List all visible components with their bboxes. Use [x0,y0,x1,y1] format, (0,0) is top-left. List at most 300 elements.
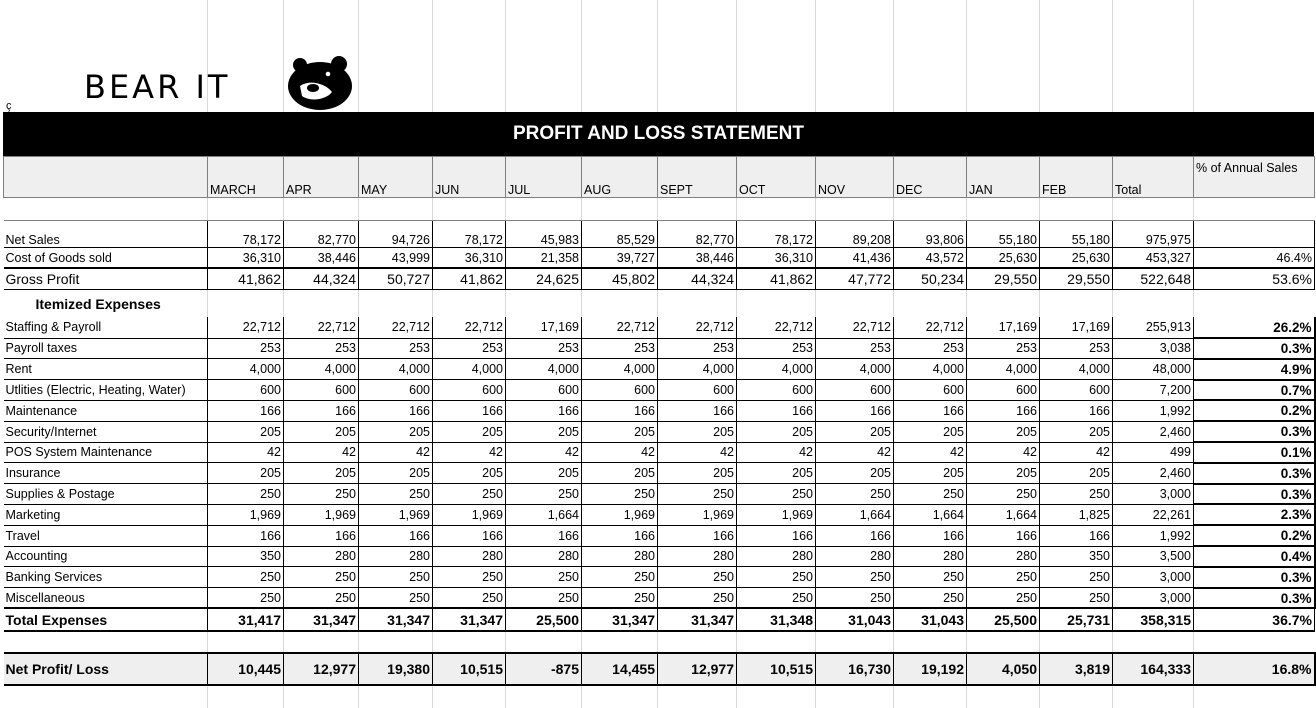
column-header-dec: DEC [894,157,967,198]
expense-row-value: 205 [737,463,816,484]
blank-cell [816,289,894,317]
expense-row-value: 250 [816,567,894,588]
blank-cell [284,289,359,317]
expense-row-value: 22,712 [359,317,433,338]
cogs-row-value: 25,630 [967,248,1040,269]
expense-row-label: Marketing [4,504,208,525]
brand-logo-text: BEAR IT [84,68,231,106]
expense-row-value: 600 [737,380,816,401]
expense-row-value: 205 [208,421,284,442]
expense-row-value: 22,712 [433,317,506,338]
expense-row-value: 253 [967,338,1040,359]
expense-row-value: 3,000 [1113,484,1194,505]
expense-row-value: 1,664 [506,504,582,525]
blank-cell [433,198,506,221]
gross-profit-row-value: 522,648 [1113,268,1194,289]
expense-row-value: 280 [506,546,582,567]
gross-profit-row-pct: 53.6% [1194,268,1315,289]
expense-row-value: 280 [433,546,506,567]
expense-row-label: Payroll taxes [4,338,208,359]
header-blank-cell [4,157,208,198]
expense-row-value: 205 [359,421,433,442]
expense-row-value: 42 [1040,442,1113,463]
column-header-row [4,157,1315,198]
cogs-row [4,248,1315,269]
expense-row-label: Maintenance [4,400,208,421]
expense-row-value: 42 [506,442,582,463]
expense-row-value: 7,200 [1113,380,1194,401]
expense-row-value: 253 [1040,338,1113,359]
expense-row-value: 205 [816,463,894,484]
expense-row-label: Accounting [4,546,208,567]
expense-row-value: 1,969 [433,504,506,525]
blank-cell [816,198,894,221]
total-expenses-row-value: 31,347 [582,608,658,631]
bear-logo-icon [286,52,356,112]
expense-row-value: 205 [967,463,1040,484]
blank-cell [1040,631,1113,653]
expense-row-value: 250 [433,588,506,609]
expense-row-value: 166 [359,400,433,421]
net-sales-row [4,221,1315,248]
expense-row-value: 280 [816,546,894,567]
expense-row-value: 280 [894,546,967,567]
gross-profit-row-value: 44,324 [284,268,359,289]
blank-cell [506,631,582,653]
expense-row-value: 1,969 [582,504,658,525]
expense-row-value: 205 [1040,463,1113,484]
blank-cell [359,198,433,221]
net-profit-row-value: 164,333 [1113,653,1194,685]
expense-row-value: 1,992 [1113,525,1194,546]
expense-row-value: 600 [208,380,284,401]
expense-row-value: 166 [1040,400,1113,421]
expense-row-value: 22,712 [582,317,658,338]
total-expenses-row-value: 31,417 [208,608,284,631]
total-expenses-row-value: 31,043 [816,608,894,631]
expense-row [4,359,1315,380]
expense-row-value: 205 [894,421,967,442]
blank-cell [506,289,582,317]
expense-row-value: 166 [967,400,1040,421]
net-profit-row-value: 14,455 [582,653,658,685]
net-sales-row-value: 975,975 [1113,221,1194,248]
blank-cell [433,289,506,317]
net-profit-row-value: 19,380 [359,653,433,685]
expense-row-value: 4,000 [506,359,582,380]
expense-row-pct: 0.3% [1194,421,1315,442]
expense-row-value: 3,000 [1113,588,1194,609]
column-header-total: Total [1113,157,1194,198]
expense-row-value: 205 [967,421,1040,442]
cogs-row-pct: 46.4% [1194,248,1315,269]
expense-row-value: 166 [894,525,967,546]
expense-row-value: 4,000 [433,359,506,380]
net-sales-row-label: Net Sales [4,221,208,248]
cogs-row-value: 38,446 [284,248,359,269]
blank-cell [1113,198,1194,221]
total-expenses-row-pct: 36.7% [1194,608,1315,631]
expense-row-value: 4,000 [1040,359,1113,380]
expense-row-value: 253 [208,338,284,359]
expense-row-value: 280 [967,546,1040,567]
total-expenses-row-value: 31,043 [894,608,967,631]
total-expenses-row-value: 31,348 [737,608,816,631]
expense-row-value: 1,664 [816,504,894,525]
expense-row-value: 253 [737,338,816,359]
expense-row-value: 3,000 [1113,567,1194,588]
expense-row-value: 600 [582,380,658,401]
expense-row-value: 250 [816,484,894,505]
expense-row-value: 205 [1040,421,1113,442]
column-header-jan: JAN [967,157,1040,198]
gross-profit-row-value: 45,802 [582,268,658,289]
expense-row-value: 166 [1040,525,1113,546]
expense-row-value: 250 [967,484,1040,505]
expense-row-value: 166 [208,400,284,421]
total-expenses-row [4,608,1315,631]
expense-row-pct: 0.3% [1194,484,1315,505]
expense-row-value: 22,712 [208,317,284,338]
cogs-row-value: 21,358 [506,248,582,269]
profit-loss-table [3,156,1316,686]
statement-title: PROFIT AND LOSS STATEMENT [3,112,1314,156]
expense-row-value: 1,969 [359,504,433,525]
column-header-may: MAY [359,157,433,198]
expense-row-value: 250 [737,588,816,609]
net-profit-row-pct: 16.8% [1194,653,1315,685]
blank-row [4,198,1315,221]
expense-row-value: 280 [582,546,658,567]
expense-row-value: 205 [582,463,658,484]
expense-row [4,588,1315,609]
net-sales-row-value: 85,529 [582,221,658,248]
expense-row [4,504,1315,525]
expense-row-value: 3,500 [1113,546,1194,567]
expense-row-label: Rent [4,359,208,380]
expense-row-value: 250 [359,567,433,588]
expense-row [4,525,1315,546]
blank-cell [1113,631,1194,653]
gross-profit-row-value: 47,772 [816,268,894,289]
expense-row-value: 250 [582,588,658,609]
blank-cell [359,289,433,317]
expense-row-value: 250 [506,567,582,588]
blank-cell [284,631,359,653]
blank-cell [1040,198,1113,221]
net-profit-row-value: 10,515 [737,653,816,685]
cogs-row-value: 39,727 [582,248,658,269]
column-header-jul: JUL [506,157,582,198]
cogs-row-value: 41,436 [816,248,894,269]
expense-row-value: 4,000 [582,359,658,380]
expense-row-value: 42 [737,442,816,463]
expense-row-value: 166 [433,525,506,546]
expense-row [4,317,1315,338]
expense-row-value: 280 [737,546,816,567]
expense-row-value: 205 [506,463,582,484]
blank-cell [1194,631,1315,653]
expense-row-value: 250 [1040,484,1113,505]
expense-row-value: 280 [658,546,737,567]
expense-row-value: 1,969 [208,504,284,525]
expense-row-value: 253 [816,338,894,359]
blank-cell [894,631,967,653]
expense-row-value: 600 [284,380,359,401]
blank-cell [4,631,208,653]
expense-row-value: 250 [894,484,967,505]
blank-cell [737,631,816,653]
blank-cell [359,631,433,653]
column-header-nov: NOV [816,157,894,198]
expense-row-label: Travel [4,525,208,546]
net-sales-row-value: 78,172 [737,221,816,248]
expense-row-value: 205 [894,463,967,484]
net-sales-row-value: 93,806 [894,221,967,248]
net-profit-row-label: Net Profit/ Loss [4,653,208,685]
expense-row-value: 2,460 [1113,421,1194,442]
expense-row-value: 253 [359,338,433,359]
expense-row-value: 1,969 [658,504,737,525]
total-expenses-row-value: 31,347 [359,608,433,631]
net-sales-row-value: 94,726 [359,221,433,248]
stray-character: ç [6,100,12,112]
column-header-sept: SEPT [658,157,737,198]
expense-row-value: 250 [737,567,816,588]
expense-row-value: 250 [506,588,582,609]
expense-row-value: 253 [894,338,967,359]
expense-row-value: 600 [967,380,1040,401]
expense-row-pct: 0.3% [1194,588,1315,609]
expense-row-value: 4,000 [967,359,1040,380]
blank-cell [582,631,658,653]
expense-row-label: Supplies & Postage [4,484,208,505]
expense-row-pct: 26.2% [1194,317,1315,338]
expense-row-value: 22,712 [284,317,359,338]
net-profit-row-value: -875 [506,653,582,685]
expense-row-value: 350 [1040,546,1113,567]
expense-row-value: 205 [658,463,737,484]
expense-row-label: Security/Internet [4,421,208,442]
blank-cell [737,289,816,317]
expense-row-value: 166 [208,525,284,546]
expense-row-pct: 0.3% [1194,463,1315,484]
expense-row-value: 250 [1040,567,1113,588]
cogs-row-value: 36,310 [208,248,284,269]
net-profit-row-value: 19,192 [894,653,967,685]
blank-cell [967,198,1040,221]
expense-row-value: 600 [894,380,967,401]
expense-row-value: 4,000 [816,359,894,380]
blank-cell [433,631,506,653]
expense-row-label: Staffing & Payroll [4,317,208,338]
expense-row-value: 17,169 [1040,317,1113,338]
itemized-expenses-heading-row [4,289,1315,317]
blank-cell [208,631,284,653]
expense-row [4,546,1315,567]
expense-row-value: 4,000 [284,359,359,380]
expense-row-value: 166 [506,400,582,421]
expense-row-value: 166 [284,525,359,546]
expense-row-value: 250 [359,588,433,609]
expense-row-value: 250 [359,484,433,505]
gross-profit-row-value: 41,862 [737,268,816,289]
gross-profit-row-value: 50,234 [894,268,967,289]
expense-row-label: Banking Services [4,567,208,588]
cogs-row-value: 43,999 [359,248,433,269]
expense-row-value: 166 [967,525,1040,546]
cogs-row-label: Cost of Goods sold [4,248,208,269]
expense-row-value: 600 [359,380,433,401]
cogs-row-value: 36,310 [737,248,816,269]
expense-row-value: 250 [208,567,284,588]
cogs-row-value: 453,327 [1113,248,1194,269]
expense-row-value: 250 [284,567,359,588]
expense-row-value: 205 [284,421,359,442]
expense-row-value: 4,000 [894,359,967,380]
blank-cell [4,198,208,221]
expense-row-value: 250 [658,588,737,609]
expense-row-value: 253 [284,338,359,359]
expense-row-value: 4,000 [208,359,284,380]
expense-row-value: 250 [894,588,967,609]
column-header-aug: AUG [582,157,658,198]
net-sales-row-value: 82,770 [658,221,737,248]
expense-row [4,567,1315,588]
expense-row-value: 42 [208,442,284,463]
expense-row-value: 280 [284,546,359,567]
gross-profit-row-value: 44,324 [658,268,737,289]
expense-row-value: 166 [582,400,658,421]
total-expenses-row-value: 25,500 [506,608,582,631]
expense-row-value: 205 [359,463,433,484]
expense-row-pct: 0.2% [1194,400,1315,421]
net-sales-row-value: 78,172 [208,221,284,248]
expense-row-value: 1,825 [1040,504,1113,525]
expense-row-value: 253 [433,338,506,359]
total-expenses-row-label: Total Expenses [4,608,208,631]
gross-profit-row-value: 29,550 [967,268,1040,289]
net-profit-row-value: 12,977 [658,653,737,685]
expense-row-label: Utlities (Electric, Heating, Water) [4,380,208,401]
expense-row-value: 42 [816,442,894,463]
net-profit-row-value: 3,819 [1040,653,1113,685]
expense-row [4,400,1315,421]
expense-row-pct: 0.2% [1194,525,1315,546]
gross-profit-row [4,268,1315,289]
total-expenses-row-value: 31,347 [433,608,506,631]
expense-row-value: 3,038 [1113,338,1194,359]
expense-row-value: 1,664 [967,504,1040,525]
expense-row-value: 166 [582,525,658,546]
expense-row-value: 250 [582,484,658,505]
gross-profit-row-value: 50,727 [359,268,433,289]
expense-row-value: 166 [506,525,582,546]
expense-row-value: 250 [208,484,284,505]
net-profit-row [4,653,1315,685]
expense-row-value: 250 [816,588,894,609]
blank-cell [658,289,737,317]
net-profit-row-value: 12,977 [284,653,359,685]
expense-row-value: 42 [359,442,433,463]
expense-row [4,484,1315,505]
expense-row-value: 166 [658,400,737,421]
expense-row-value: 600 [658,380,737,401]
gross-profit-row-value: 29,550 [1040,268,1113,289]
cogs-row-value: 38,446 [658,248,737,269]
column-header-feb: FEB [1040,157,1113,198]
itemized-expenses-heading: Itemized Expenses [35,295,161,312]
expense-row-value: 250 [737,484,816,505]
expense-row-value: 22,712 [737,317,816,338]
net-profit-row-value: 4,050 [967,653,1040,685]
expense-row-value: 205 [658,421,737,442]
net-profit-row-value: 16,730 [816,653,894,685]
expense-row-value: 250 [1040,588,1113,609]
gross-profit-row-label: Gross Profit [4,268,208,289]
column-header-jun: JUN [433,157,506,198]
expense-row-label: Miscellaneous [4,588,208,609]
column-header-oct: OCT [737,157,816,198]
expense-row-value: 42 [658,442,737,463]
expense-row-value: 250 [433,484,506,505]
expense-row-value: 166 [816,525,894,546]
total-expenses-row-value: 25,500 [967,608,1040,631]
blank-cell [1194,198,1315,221]
expense-row-value: 17,169 [506,317,582,338]
expense-row-value: 205 [506,421,582,442]
expense-row-value: 17,169 [967,317,1040,338]
column-header--of-annual-sales: % of Annual Sales [1194,157,1315,198]
blank-cell [658,631,737,653]
total-expenses-row-value: 31,347 [658,608,737,631]
blank-cell [1194,289,1315,317]
expense-row-value: 205 [737,421,816,442]
total-expenses-row-value: 358,315 [1113,608,1194,631]
expense-row-value: 250 [284,484,359,505]
column-header-apr: APR [284,157,359,198]
net-sales-row-value: 78,172 [433,221,506,248]
expense-row-value: 253 [658,338,737,359]
expense-row-value: 166 [658,525,737,546]
expense-row-value: 1,969 [737,504,816,525]
net-profit-row-value: 10,515 [433,653,506,685]
expense-row-value: 1,969 [284,504,359,525]
expense-row-value: 250 [208,588,284,609]
expense-row-value: 205 [433,421,506,442]
gross-profit-row-value: 41,862 [208,268,284,289]
expense-row-value: 42 [967,442,1040,463]
expense-row-value: 48,000 [1113,359,1194,380]
expense-row-value: 253 [582,338,658,359]
expense-row-value: 205 [208,463,284,484]
blank-cell [894,289,967,317]
expense-row-value: 4,000 [737,359,816,380]
net-sales-row-value: 82,770 [284,221,359,248]
blank-cell [894,198,967,221]
expense-row-value: 166 [284,400,359,421]
blank-cell [1040,289,1113,317]
expense-row-value: 1,992 [1113,400,1194,421]
expense-row-value: 250 [658,567,737,588]
expense-row-value: 250 [658,484,737,505]
expense-row-value: 250 [582,567,658,588]
expense-row-pct: 0.7% [1194,380,1315,401]
cogs-row-value: 25,630 [1040,248,1113,269]
expense-row-value: 22,712 [658,317,737,338]
expense-row-value: 600 [433,380,506,401]
expense-row [4,380,1315,401]
